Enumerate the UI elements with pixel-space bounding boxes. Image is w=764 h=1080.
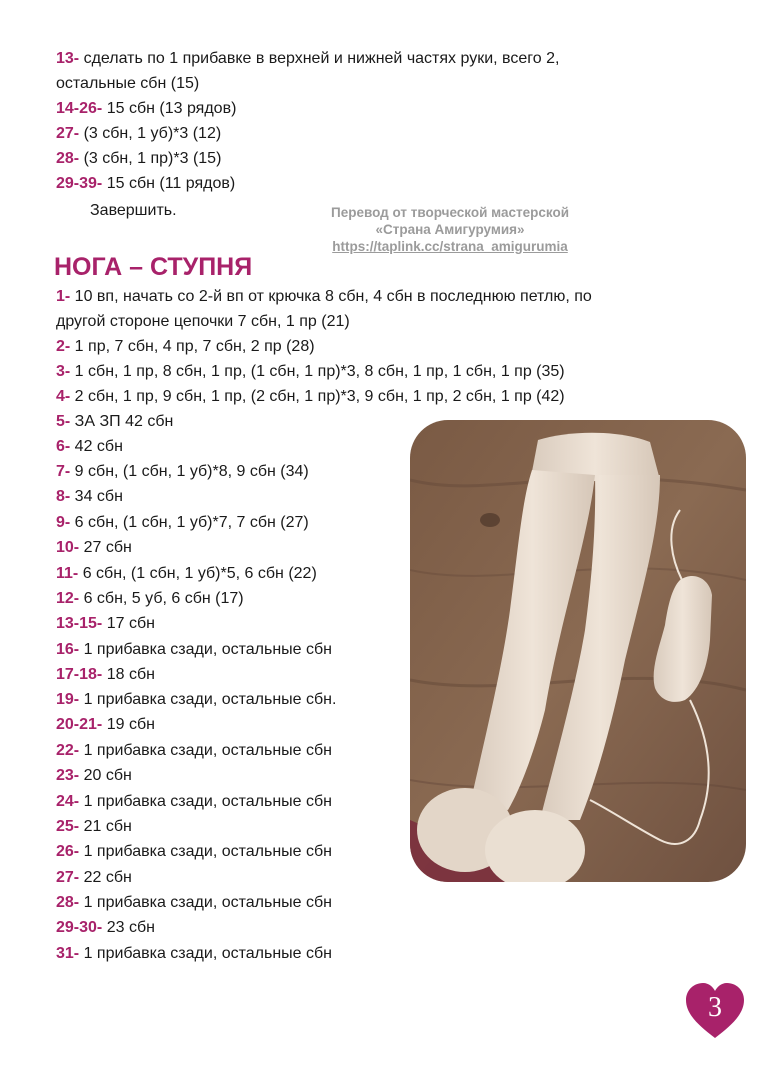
row-number: 16- [56, 641, 80, 658]
section-heading: НОГА – СТУПНЯ [54, 253, 253, 281]
pattern-line [56, 538, 132, 558]
pattern-line [56, 589, 244, 609]
row-text: 27 сбн [79, 539, 132, 556]
row-number: 13-15- [56, 615, 103, 632]
row-number: 19- [56, 691, 80, 708]
pattern-line [56, 741, 332, 761]
row-text: 10 вп, начать со 2-й вп от крючка 8 сбн, 4 сбн в последнюю петлю, по [70, 288, 592, 305]
row-text: 19 сбн [102, 716, 155, 733]
row-number: 27- [56, 869, 80, 886]
pattern-line [56, 817, 132, 837]
pattern-line [56, 893, 332, 913]
watermark-line: «Страна Амигурумия» [375, 222, 525, 237]
pattern-line [56, 287, 592, 307]
pattern-line [56, 99, 236, 119]
row-text: другой стороне цепочки 7 сбн, 1 пр (21) [56, 313, 350, 330]
row-number: 9- [56, 514, 71, 531]
pattern-line [56, 918, 155, 938]
pattern-line [56, 412, 173, 432]
row-text: 6 сбн, 5 уб, 6 сбн (17) [79, 590, 244, 607]
row-number: 2- [56, 338, 71, 355]
watermark [290, 204, 610, 255]
row-text: 2 сбн, 1 пр, 9 сбн, 1 пр, (2 сбн, 1 пр)*3, 9 сбн, 1 пр, 2 сбн, 1 пр (42) [70, 388, 565, 405]
row-text: 1 прибавка сзади, остальные сбн [79, 843, 332, 860]
doll-legs-photo [410, 420, 746, 882]
pattern-line [56, 690, 336, 710]
row-text: 1 прибавка сзади, остальные сбн [79, 894, 332, 911]
row-text: ЗА ЗП 42 сбн [70, 413, 174, 430]
row-number: 17-18- [56, 666, 103, 683]
pattern-line [56, 49, 559, 69]
pattern-line [56, 640, 332, 660]
watermark-line: Перевод от творческой мастерской [330, 205, 569, 220]
row-text: 15 сбн (13 рядов) [102, 100, 237, 117]
row-number: 14-26- [56, 100, 103, 117]
row-number: 7- [56, 463, 71, 480]
pattern-line [56, 792, 332, 812]
row-text: 15 сбн (11 рядов) [102, 175, 236, 192]
pattern-line [56, 437, 123, 457]
finish-note: Завершить. [90, 202, 177, 219]
row-number: 31- [56, 945, 80, 962]
row-number: 10- [56, 539, 80, 556]
row-text: 34 сбн [70, 488, 123, 505]
row-number: 27- [56, 125, 80, 142]
row-number: 3- [56, 363, 71, 380]
watermark-link[interactable]: https://taplink.cc/strana_amigurumia [332, 239, 568, 254]
row-text: 20 сбн [79, 767, 132, 784]
pattern-line [56, 174, 235, 194]
row-text: 23 сбн [102, 919, 155, 936]
pattern-line [56, 149, 221, 169]
row-text: (3 сбн, 1 пр)*3 (15) [79, 150, 222, 167]
row-text: 9 сбн, (1 сбн, 1 уб)*8, 9 сбн (34) [70, 463, 309, 480]
row-text: 6 сбн, (1 сбн, 1 уб)*7, 7 сбн (27) [70, 514, 309, 531]
pattern-line [56, 766, 132, 786]
row-text: 42 сбн [70, 438, 123, 455]
pattern-line [56, 715, 155, 735]
pattern-line [56, 337, 315, 357]
pattern-line [56, 487, 123, 507]
row-number: 29-39- [56, 175, 103, 192]
row-text: 1 сбн, 1 пр, 8 сбн, 1 пр, (1 сбн, 1 пр)*3, 8 сбн, 1 пр, 1 сбн, 1 пр (35) [70, 363, 565, 380]
row-number: 13- [56, 50, 80, 67]
pattern-line [56, 614, 155, 634]
pattern-line [56, 513, 309, 533]
row-number: 29-30- [56, 919, 103, 936]
row-number: 25- [56, 818, 80, 835]
row-number: 23- [56, 767, 80, 784]
pattern-line [56, 868, 132, 888]
row-number: 5- [56, 413, 71, 430]
pattern-line [56, 462, 309, 482]
row-text: остальные сбн (15) [56, 75, 200, 92]
row-number: 22- [56, 742, 80, 759]
row-number: 20-21- [56, 716, 103, 733]
row-text: 1 прибавка сзади, остальные сбн [79, 793, 332, 810]
row-text: 22 сбн [79, 869, 132, 886]
pattern-line [56, 387, 565, 407]
row-number: 4- [56, 388, 71, 405]
row-number: 28- [56, 894, 80, 911]
row-text: 21 сбн [79, 818, 132, 835]
pattern-line [56, 74, 199, 94]
pattern-line [56, 362, 565, 382]
row-number: 8- [56, 488, 71, 505]
row-number: 26- [56, 843, 80, 860]
row-text: 18 сбн [102, 666, 155, 683]
row-text: 1 пр, 7 сбн, 4 пр, 7 сбн, 2 пр (28) [70, 338, 315, 355]
pattern-line [56, 312, 350, 332]
row-number: 11- [56, 565, 79, 582]
row-text: 1 прибавка сзади, остальные сбн. [79, 691, 337, 708]
row-text: 1 прибавка сзади, остальные сбн [79, 742, 332, 759]
row-number: 6- [56, 438, 71, 455]
row-number: 24- [56, 793, 80, 810]
pattern-line [56, 944, 332, 964]
row-number: 12- [56, 590, 80, 607]
row-text: 1 прибавка сзади, остальные сбн [79, 945, 332, 962]
row-number: 28- [56, 150, 80, 167]
pattern-line [56, 564, 317, 584]
pattern-line [56, 124, 221, 144]
row-text: (3 сбн, 1 уб)*3 (12) [79, 125, 222, 142]
pattern-line [56, 842, 332, 862]
row-text: 17 сбн [102, 615, 155, 632]
pattern-line [56, 665, 155, 685]
row-text: сделать по 1 прибавке в верхней и нижней частях руки, всего 2, [79, 50, 560, 67]
row-text: 6 сбн, (1 сбн, 1 уб)*5, 6 сбн (22) [78, 565, 317, 582]
row-text: 1 прибавка сзади, остальные сбн [79, 641, 332, 658]
page-number: 3 [708, 992, 722, 1023]
row-number: 1- [56, 288, 71, 305]
